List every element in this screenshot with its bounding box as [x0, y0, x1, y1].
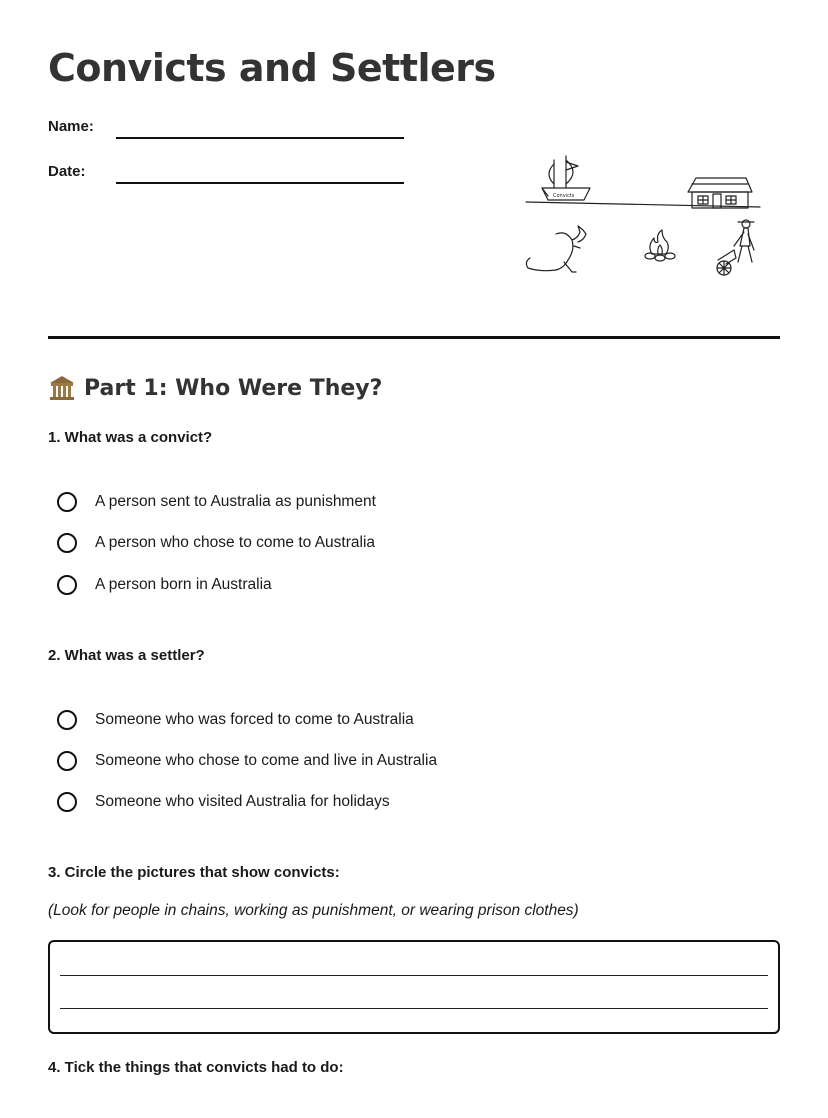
classical-building-icon — [48, 374, 76, 402]
q2-option-3-label: Someone who visited Australia for holidays — [95, 793, 390, 810]
question-4: 4. Tick the things that convicts had to do: — [48, 1059, 344, 1076]
q2-option-1[interactable] — [57, 710, 414, 730]
q1-option-3[interactable] — [57, 575, 272, 595]
question-1: 1. What was a convict? — [48, 429, 213, 446]
radio-circle[interactable] — [57, 575, 77, 595]
kangaroo-icon — [526, 226, 586, 272]
date-label: Date: — [48, 163, 86, 180]
q1-option-3-label: A person born in Australia — [95, 576, 272, 593]
q2-option-2-label: Someone who chose to come and live in Australia — [95, 752, 438, 769]
radio-circle[interactable] — [57, 492, 77, 512]
q1-option-1[interactable] — [57, 492, 376, 512]
radio-circle[interactable] — [57, 710, 77, 730]
q2-option-1-label: Someone who was forced to come to Australia — [95, 711, 414, 728]
q2-option-3[interactable] — [57, 792, 390, 812]
worksheet-title: Convicts and Settlers — [48, 46, 496, 90]
part1-heading-text: Part 1: Who Were They? — [84, 375, 383, 401]
campfire-icon — [645, 230, 675, 261]
q1-option-1-label: A person sent to Australia as punishment — [95, 493, 376, 510]
radio-circle[interactable] — [57, 533, 77, 553]
radio-circle[interactable] — [57, 792, 77, 812]
ship-label: Convicts — [553, 193, 575, 199]
ground-line — [526, 202, 760, 207]
name-input-line[interactable] — [116, 137, 404, 139]
answer-line[interactable] — [60, 1008, 768, 1009]
colonial-scene-illustration — [520, 150, 770, 285]
question-3: 3. Circle the pictures that show convicts: — [48, 864, 340, 881]
question-3-hint: (Look for people in chains, working as punishment, or wearing prison clothes) — [48, 902, 579, 919]
convict-ship-icon — [542, 156, 590, 200]
radio-circle[interactable] — [57, 751, 77, 771]
q1-option-2-label: A person who chose to come to Australia — [95, 534, 376, 551]
date-input-line[interactable] — [116, 182, 404, 184]
q1-option-2[interactable] — [57, 533, 375, 553]
question-3-answer-box[interactable] — [48, 940, 780, 1034]
settler-hut-icon — [688, 178, 752, 208]
part1-heading — [48, 374, 382, 402]
q2-option-2[interactable] — [57, 751, 437, 771]
answer-line[interactable] — [60, 975, 768, 976]
section-divider — [48, 336, 780, 339]
name-label: Name: — [48, 118, 94, 135]
convict-with-wheelbarrow-icon — [717, 220, 754, 275]
question-2: 2. What was a settler? — [48, 647, 205, 664]
